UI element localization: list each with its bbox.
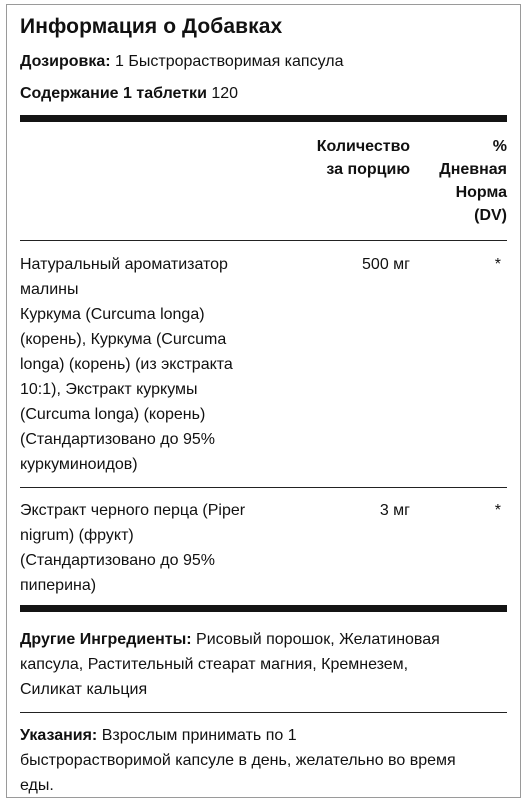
other-ingredients (20, 627, 507, 702)
other-ingredients-text: Рисовый порошок, Желатиновая (191, 631, 440, 648)
daily-value-header (439, 135, 507, 227)
directions-label: Указания: (20, 727, 98, 744)
ingredient-line: (Стандартизовано до 95% (20, 431, 215, 448)
header-divider (20, 240, 507, 241)
ingredient-line: longa) (корень) (из экстракта (20, 356, 233, 373)
directions-line: еды. (20, 777, 54, 794)
dv-header-line4: (DV) (474, 207, 507, 224)
directions-line (20, 723, 507, 748)
directions (20, 723, 507, 798)
thick-divider-top (20, 115, 507, 122)
ingredient-line: Куркума (Curcuma longa) (20, 306, 205, 323)
ingredient-line: Натуральный ароматизатор (20, 256, 228, 273)
panel-title: Информация о Добавках (20, 15, 283, 38)
other-ingredients-line: капсула, Растительный стеарат магния, Кремнезем, (20, 656, 409, 673)
serving-size-label: Дозировка: (20, 53, 111, 70)
serving-size-line (20, 53, 343, 71)
thick-divider-bottom (20, 605, 507, 612)
servings-per-container-line (20, 85, 238, 103)
ingredient-amount: 500 мг (362, 256, 410, 273)
ingredient-daily-value: * (494, 502, 501, 519)
ingredient-line: (корень), Куркума (Curcuma (20, 331, 227, 348)
ingredient-line: (Стандартизовано до 95% (20, 552, 215, 569)
ingredient-name-black-pepper (20, 498, 320, 598)
directions-text: Взрослым принимать по 1 (97, 727, 297, 744)
amount-per-serving-header (317, 135, 410, 181)
other-ingredients-line (20, 627, 507, 652)
ingredient-amount: 3 мг (379, 502, 410, 519)
amount-header-line1: Количество (316, 138, 410, 155)
other-ingredients-label: Другие Ингредиенты: (20, 631, 192, 648)
servings-per-container-label: Содержание 1 таблетки (20, 85, 207, 102)
ingredient-line: Экстракт черного перца (Piper (20, 502, 246, 519)
dv-header-line1: % (492, 138, 507, 155)
ingredient-name-raspberry-turmeric (20, 252, 320, 477)
serving-size-value: 1 Быстрорастворимая капсула (115, 53, 344, 70)
other-ingredients-line: Силикат кальция (20, 681, 148, 698)
directions-line: быстрорастворимой капсуле в день, желательно во время (20, 752, 456, 769)
ingredient-line: 10:1), Экстракт куркумы (20, 381, 198, 398)
row-divider (20, 487, 507, 488)
section-divider (20, 712, 507, 713)
ingredient-daily-value: * (494, 256, 501, 273)
dv-header-line2: Дневная (439, 161, 507, 178)
servings-per-container-value: 120 (211, 85, 239, 102)
ingredient-line: nigrum) (фрукт) (20, 527, 134, 544)
ingredient-line: (Curcuma longa) (корень) (20, 406, 206, 423)
supplement-facts-panel (6, 4, 521, 798)
amount-header-line2: за порцию (326, 161, 410, 178)
ingredient-line: куркуминоидов) (20, 456, 138, 473)
dv-header-line3: Норма (455, 184, 507, 201)
ingredient-line: пиперина) (20, 577, 97, 594)
ingredient-line: малины (20, 281, 79, 298)
